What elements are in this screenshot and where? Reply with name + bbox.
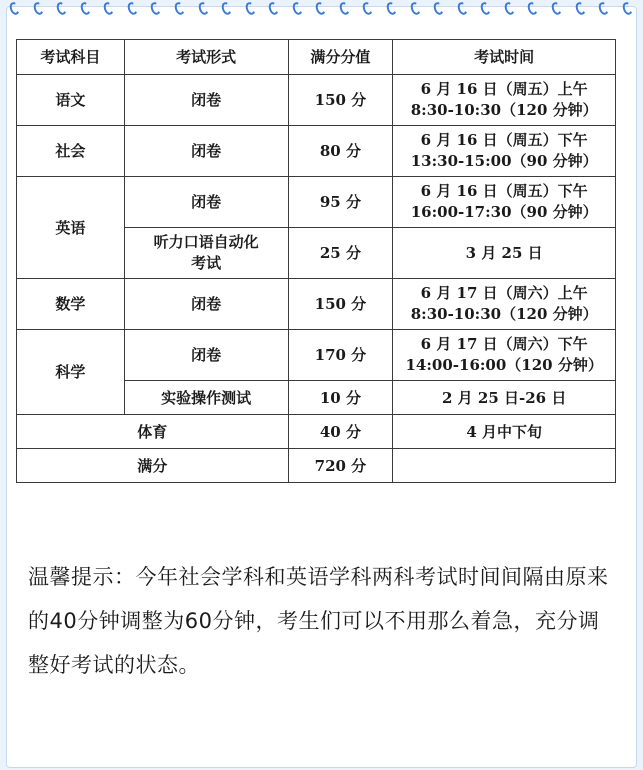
spiral-coil-icon: [597, 0, 611, 18]
spiral-coil-icon: [267, 0, 281, 18]
time-date: 6 月 16 日（周五）下午: [420, 131, 588, 149]
spiral-coil-icon: [55, 0, 69, 18]
table-row: [17, 415, 616, 449]
tip-text: 温馨提示：今年社会学科和英语学科两科考试时间间隔由原来的40分钟调整为60分钟，考生们可以不用那么着急，充分调整好考试的状态。: [28, 565, 609, 677]
spiral-coil-icon: [149, 0, 163, 18]
form-cell: 闭卷: [124, 177, 288, 228]
time-cell: [393, 279, 616, 330]
header-subject: 考试科目: [17, 40, 125, 75]
form-cell: 闭卷: [124, 279, 288, 330]
spiral-coil-icon: [526, 0, 540, 18]
form-line: 听力口语自动化: [153, 233, 259, 251]
spiral-coil-icon: [197, 0, 211, 18]
spiral-coil-icon: [79, 0, 93, 18]
form-cell: 闭卷: [124, 126, 288, 177]
spiral-coil-icon: [8, 0, 22, 18]
spiral-coil-icon: [173, 0, 187, 18]
spiral-coil-icon: [621, 0, 635, 18]
table-row: [17, 330, 616, 381]
exam-schedule-table: [16, 39, 616, 483]
subject-cell: 英语: [17, 177, 125, 279]
spiral-coil-icon: [385, 0, 399, 18]
subject-cell: 体育: [17, 415, 289, 449]
time-date: 6 月 16 日（周五）上午: [420, 80, 588, 98]
spiral-coil-icon: [291, 0, 305, 18]
form-cell: [124, 228, 288, 279]
form-cell: 闭卷: [124, 75, 288, 126]
header-time: 考试时间: [393, 40, 616, 75]
score-cell: 95 分: [288, 177, 393, 228]
spiral-coil-icon: [479, 0, 493, 18]
time-range: 8:30-10:30（120 分钟）: [410, 101, 598, 119]
table-row: [17, 75, 616, 126]
spiral-coil-icon: [338, 0, 352, 18]
spiral-coil-icon: [574, 0, 588, 18]
subject-cell: 社会: [17, 126, 125, 177]
score-cell: 10 分: [288, 381, 393, 415]
spiral-coil-icon: [456, 0, 470, 18]
table-row: [17, 126, 616, 177]
spiral-coil-icon: [102, 0, 116, 18]
spiral-coil-icon: [432, 0, 446, 18]
spiral-coil-icon: [220, 0, 234, 18]
spiral-coil-icon: [503, 0, 517, 18]
time-date: 6 月 17 日（周六）下午: [420, 335, 588, 353]
time-range: 8:30-10:30（120 分钟）: [410, 305, 598, 323]
score-cell: 40 分: [288, 415, 393, 449]
time-cell: [393, 75, 616, 126]
spiral-coil-icon: [314, 0, 328, 18]
spiral-binding: [8, 0, 635, 18]
time-cell: [393, 449, 616, 483]
time-date: 6 月 17 日（周六）上午: [420, 284, 588, 302]
score-cell: 150 分: [288, 279, 393, 330]
table-row: [17, 279, 616, 330]
table-row: [17, 449, 616, 483]
time-cell: 3 月 25 日: [393, 228, 616, 279]
score-cell: 720 分: [288, 449, 393, 483]
score-cell: 170 分: [288, 330, 393, 381]
spiral-coil-icon: [32, 0, 46, 18]
score-cell: 80 分: [288, 126, 393, 177]
subject-cell: 数学: [17, 279, 125, 330]
time-range: 13:30-15:00（90 分钟）: [410, 152, 598, 170]
form-line: 考试: [191, 254, 222, 272]
time-cell: [393, 330, 616, 381]
time-range: 16:00-17:30（90 分钟）: [410, 203, 598, 221]
time-cell: [393, 177, 616, 228]
spiral-coil-icon: [361, 0, 375, 18]
table-header-row: [17, 40, 616, 75]
time-cell: [393, 126, 616, 177]
score-cell: 25 分: [288, 228, 393, 279]
subject-cell: 语文: [17, 75, 125, 126]
time-cell: 2 月 25 日-26 日: [393, 381, 616, 415]
time-range: 14:00-16:00（120 分钟）: [405, 356, 603, 374]
spiral-coil-icon: [126, 0, 140, 18]
time-cell: 4 月中下旬: [393, 415, 616, 449]
time-date: 6 月 16 日（周五）下午: [420, 182, 588, 200]
subject-cell: 科学: [17, 330, 125, 415]
score-cell: 150 分: [288, 75, 393, 126]
spiral-coil-icon: [244, 0, 258, 18]
form-cell: 实验操作测试: [124, 381, 288, 415]
header-score: 满分分值: [288, 40, 393, 75]
table-row: [17, 177, 616, 228]
spiral-coil-icon: [550, 0, 564, 18]
spiral-coil-icon: [409, 0, 423, 18]
form-cell: 闭卷: [124, 330, 288, 381]
header-form: 考试形式: [124, 40, 288, 75]
subject-cell: 满分: [17, 449, 289, 483]
